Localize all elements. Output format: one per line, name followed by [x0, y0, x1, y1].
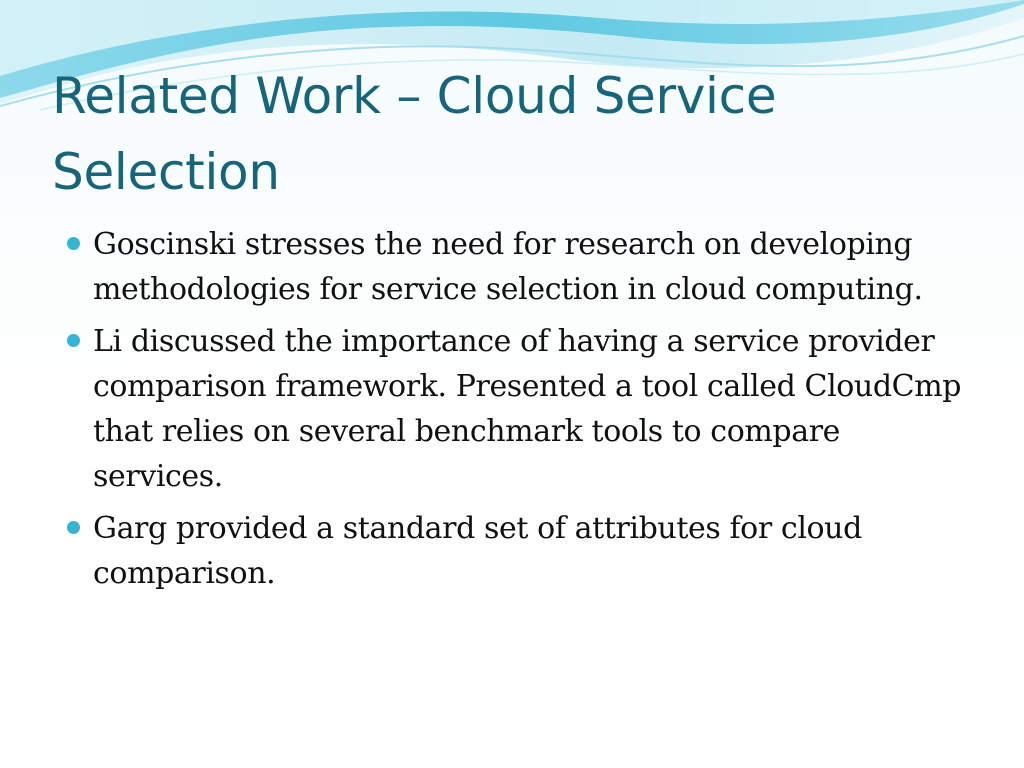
list-item	[64, 222, 964, 312]
list-item	[64, 319, 964, 499]
list-item	[64, 506, 964, 596]
bullet-dot-icon	[67, 521, 80, 534]
bullet-dot-icon	[67, 237, 80, 250]
bullet-text: Goscinski stresses the need for research on developing methodologies for service selection in cloud computing.	[93, 227, 923, 307]
bullet-text: Garg provided a standard set of attributes for cloud comparison.	[93, 511, 862, 591]
bullet-text: Li discussed the importance of having a service provider comparison framework. Presented a tool called CloudCmp that relies on several benchmark tools to compare services.	[93, 324, 962, 494]
bullet-list	[64, 222, 964, 603]
bullet-dot-icon	[67, 334, 80, 347]
slide-title: Related Work – Cloud Service Selection	[52, 67, 777, 201]
